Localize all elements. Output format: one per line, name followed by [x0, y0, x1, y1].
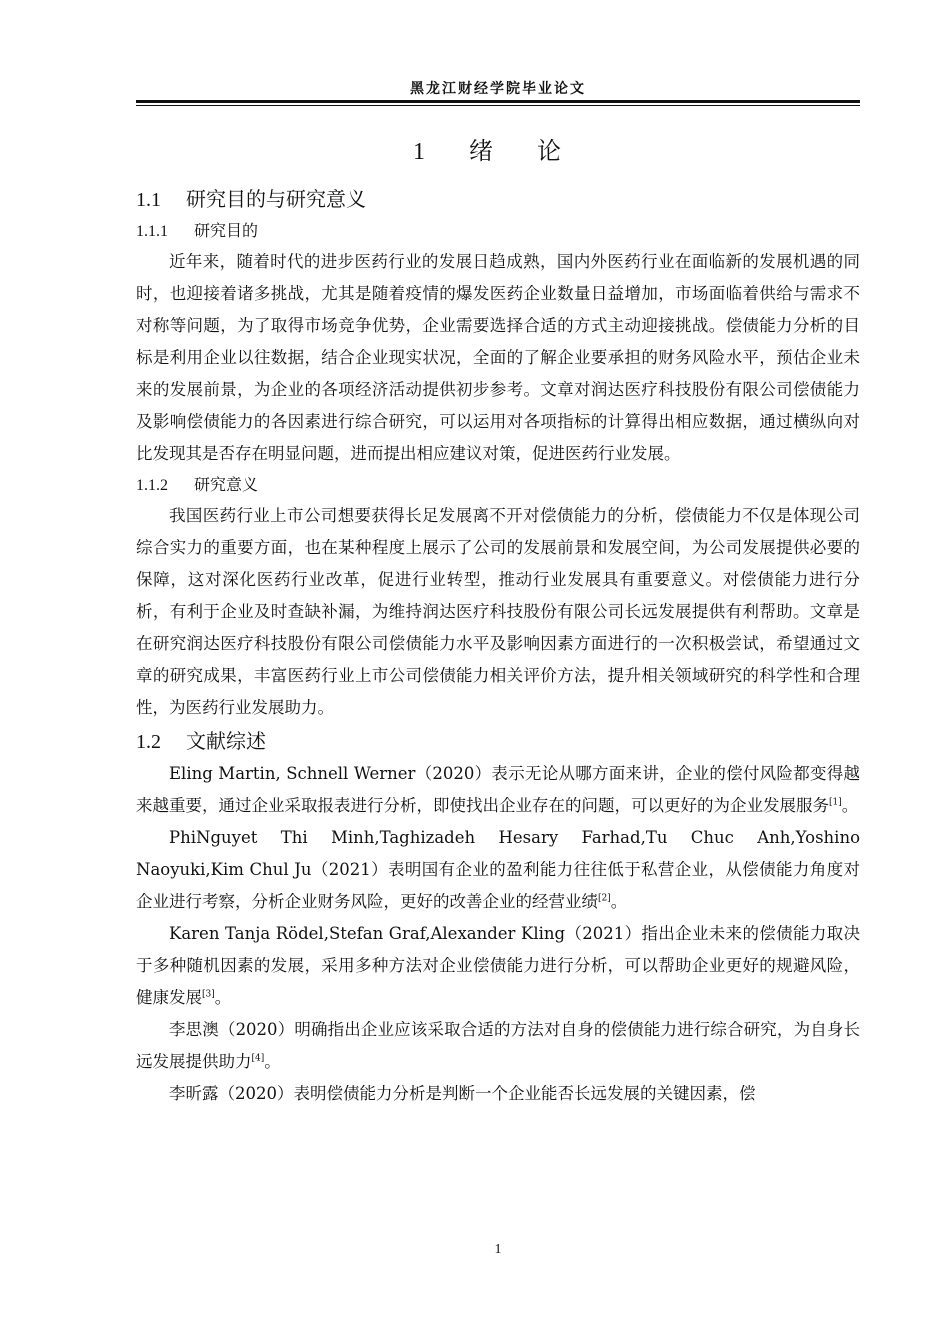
- section-heading-1-2: [136, 724, 860, 758]
- literature-text: 李思澳（2020）明确指出企业应该采取合适的方法对自身的偿债能力进行综合研究，为自身长远发展提供助力: [136, 1020, 860, 1071]
- literature-paragraph-2: [136, 822, 860, 918]
- subsection-title: 研究目的: [194, 221, 259, 240]
- citation-ref: [1]: [829, 797, 842, 808]
- section-title: 研究目的与研究意义: [186, 187, 366, 211]
- citation-ref: [4]: [251, 1053, 265, 1064]
- subsection-number: 1.1.2: [136, 477, 168, 494]
- chapter-char-1: 绪: [469, 137, 493, 165]
- subsection-heading-1-1-2: [136, 470, 860, 500]
- literature-text: 李昕露（2020）表明偿债能力分析是判断一个企业能否长远发展的关键因素，偿: [169, 1084, 756, 1103]
- chapter-title: [136, 128, 860, 174]
- page-body: [136, 128, 860, 1110]
- paragraph-research-significance: 我国医药行业上市公司想要获得长足发展离不开对偿债能力的分析，偿债能力不仅是体现公司综合实力的重要方面，也在某种程度上展示了公司的发展前景和发展空间，为公司发展提供必要的保障，这对深化医药行业改革，促进行业转型，推动行业发展具有重要意义。对偿债能力进行分析，有利于企业及时查缺补漏，为维持润达医疗科技股份有限公司长远发展提供有利帮助。文章是在研究润达医疗科技股份有限公司偿债能力水平及影响因素方面进行的一次积极尝试，希望通过文章的研究成果，丰富医药行业上市公司偿债能力相关评价方法，提升相关领域研究的科学性和合理性，为医药行业发展助力。: [136, 506, 860, 717]
- literature-text: Karen Tanja Rödel,Stefan Graf,Alexander Kling（2021）指出企业未来的偿债能力取决于多种随机因素的发展，采用多种方法对企业偿债能力进行分析，可以帮助企业更好的规避风险，健康发展: [136, 924, 860, 1007]
- section-title: 文献综述: [186, 729, 266, 753]
- subsection-heading-1-1-1: [136, 216, 860, 246]
- sentence-end: 。: [610, 892, 628, 911]
- running-header: 黑龙江财经学院毕业论文: [410, 81, 586, 97]
- sentence-end: 。: [264, 1052, 281, 1071]
- section-heading-1-1: [136, 182, 860, 216]
- chapter-number: 1: [413, 139, 425, 165]
- subsection-number: 1.1.1: [136, 223, 168, 240]
- subsection-title: 研究意义: [194, 475, 259, 494]
- paragraph-research-purpose: 近年来，随着时代的进步医药行业的发展日趋成熟，国内外医药行业在面临新的发展机遇的同时，也迎接着诸多挑战，尤其是随着疫情的爆发医药企业数量日益增加，市场面临着供给与需求不对称等问题，为了取得市场竞争优势，企业需要选择合适的方式主动迎接挑战。偿债能力分析的目标是利用企业以往数据，结合企业现实状况，全面的了解企业要承担的财务风险水平，预估企业未来的发展前景，为企业的各项经济活动提供初步参考。文章对润达医疗科技股份有限公司偿债能力及影响偿债能力的各因素进行综合研究，可以运用对各项指标的计算得出相应数据，通过横纵向对比发现其是否存在明显问题，进而提出相应建议对策，促进医药行业发展。: [136, 252, 860, 463]
- page-number: 1: [494, 1242, 502, 1257]
- citation-ref: [3]: [202, 989, 215, 1000]
- literature-text: Eling Martin, Schnell Werner（2020）表示无论从哪方面来讲，企业的偿付风险都变得越来越重要，通过企业采取报表进行分析，即使找出企业存在的问题，可以更好的为企业发展服务: [136, 764, 860, 815]
- citation-ref: [2]: [598, 893, 611, 904]
- literature-paragraph-3: [136, 918, 860, 1014]
- literature-paragraph-1: [136, 758, 860, 822]
- header-rule-thick: [136, 100, 860, 103]
- header-rule-thin: [136, 105, 860, 106]
- literature-paragraph-4: [136, 1014, 860, 1078]
- chapter-char-2: 论: [537, 137, 561, 165]
- sentence-end: 。: [841, 796, 859, 815]
- section-number: 1.1: [136, 189, 161, 211]
- section-number: 1.2: [136, 731, 161, 753]
- literature-text: PhiNguyet Thi Minh,Taghizadeh Hesary Farhad,Tu Chuc Anh,Yoshino Naoyuki,Kim Chul Ju（2021）表明国有企业的盈利能力往往低于私营企业，从偿债能力角度对企业进行考察，分析企业财务风险，更好的改善企业的经营业绩: [136, 828, 860, 911]
- sentence-end: 。: [214, 988, 232, 1007]
- literature-paragraph-5: [136, 1078, 860, 1110]
